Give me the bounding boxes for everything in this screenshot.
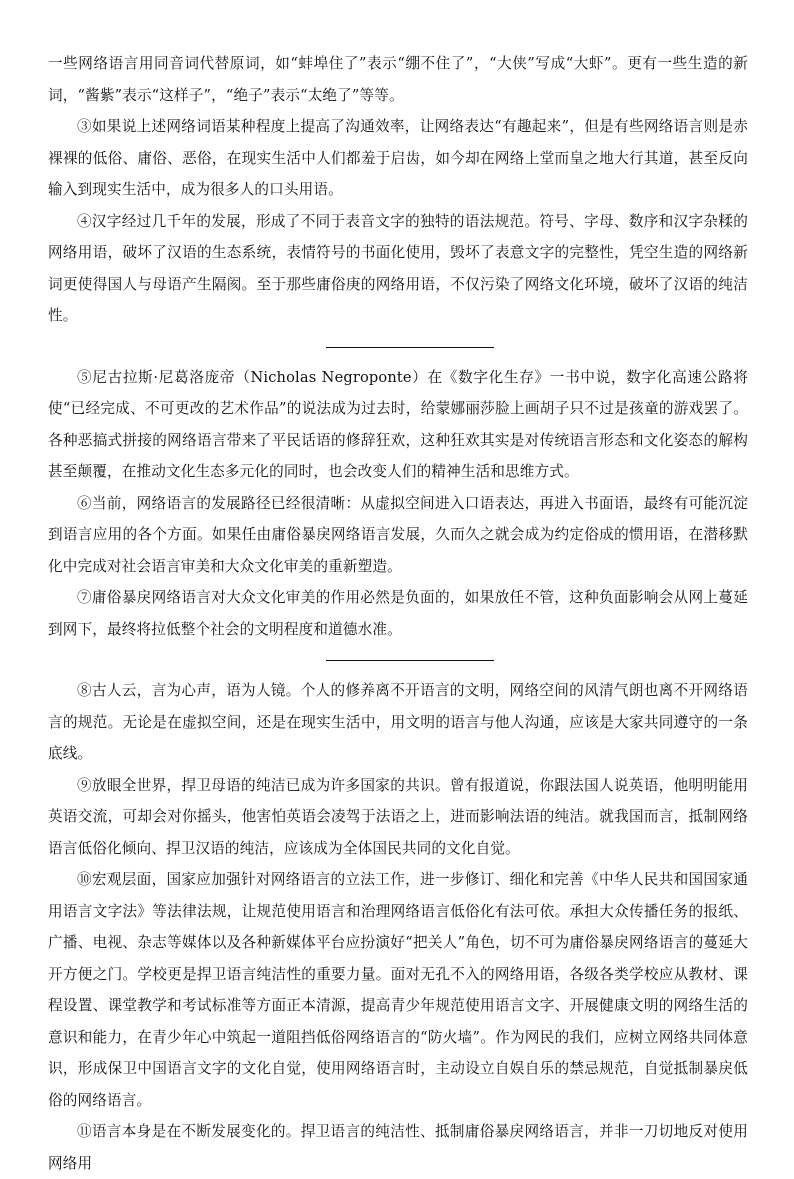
paragraph-7: ⑦庸俗暴戾网络语言对大众文化审美的作用必然是负面的，如果放任不管，这种负面影响会从网上蔓延到网下，最终将拉低整个社会的文明程度和道德水准。 (48, 589, 748, 638)
section-part1 (48, 48, 748, 332)
paragraph-5: ⑤尼古拉斯·尼葛洛庞帝（Nicholas Negroponte）在《数字化生存》一书中说，数字化高速公路将使“已经完成、不可更改的艺术作品”的说法成为过去时，给蒙娜丽莎脸上画胡子只不过是孩童的游戏罢了。各种恶搞式拼接的网络语言带来了平民话语的修辞狂欢，这种狂欢其实是对传统语言形态和文化姿态的解构甚至颠覆，在推动文化生态多元化的同时，也会改变人们的精神生活和思维方式。 (48, 368, 748, 480)
paragraph-continued: 一些网络语言用同音词代替原词，如“蚌埠住了”表示“绷不住了”，“大侠”写成“大虾”。更有一些生造的新词，“酱紫”表示“这样子”，“绝子”表示“太绝了”等等。 (48, 55, 748, 104)
document-content (48, 48, 748, 1179)
section-part3 (48, 675, 748, 1179)
paragraph-9: ⑨放眼全世界，捍卫母语的纯洁已成为许多国家的共识。曾有报道说，你跟法国人说英语，他明明能用英语交流，可却会对你摇头，他害怕英语会凌驾于法语之上，进而影响法语的纯洁。就我国而言，抵制网络语言低俗化倾向、捍卫汉语的纯洁，应该成为全体国民共同的文化自觉。 (48, 776, 748, 857)
paragraph-3: ③如果说上述网络词语某种程度上提高了沟通效率，让网络表达“有趣起来”，但是有些网络语言则是赤裸裸的低俗、庸俗、恶俗，在现实生活中人们都羞于启齿，如今却在网络上堂而皇之地大行其道，甚至反向输入到现实生活中，成为很多人的口头用语。 (48, 118, 748, 198)
paragraph-10: ⑩宏观层面，国家应加强针对网络语言的立法工作，进一步修订、细化和完善《中华人民共和国国家通用语言文字法》等法律法规，让规范使用语言和治理网络语言低俗化有法可依。承担大众传播任务的报纸、广播、电视、杂志等媒体以及各种新媒体平台应扮演好“把关人”角色，切不可为庸俗暴戾网络语言的蔓延大开方便之门。学校更是捍卫语言纯洁性的重要力量。面对无孔不入的网络用语，各级各类学校应从教材、课程设置、课堂教学和考试标准等方面正本清源，提高青少年规范使用语言文字、开展健康文明的网络生活的意识和能力，在青少年心中筑起一道阻挡低俗网络语言的“防火墙”。作为网民的我们，应树立网络共同体意识，形成保卫中国语言文字的文化自觉，使用网络语言时，主动设立自娱自乐的禁忌规范，自觉抵制暴戾低俗的网络语言。 (48, 871, 748, 1109)
paragraph-8: ⑧古人云，言为心声，语为人镜。个人的修养离不开语言的文明，网络空间的风清气朗也离不开网络语言的规范。无论是在虚拟空间，还是在现实生活中，用文明的语言与他人沟通，应该是大家共同遵守的一条底线。 (48, 682, 748, 762)
section-part2 (48, 362, 748, 646)
paragraph-4: ④汉字经过几千年的发展，形成了不同于表音文字的独特的语法规范。符号、字母、数序和汉字杂糅的网络用语，破坏了汉语的生态系统，表情符号的书面化使用，毁坏了表意文字的完整性，凭空生造的网络新词更使得国人与母语产生隔阂。至于那些庸俗庚的网络用语，不仅污染了网络文化环境，破坏了汉语的纯洁性。 (48, 212, 748, 324)
paragraph-11: ⑪语言本身是在不断发展变化的。捍卫语言的纯洁性、抵制庸俗暴戾网络语言，并非一刀切地反对使用网络用 (48, 1123, 748, 1172)
paragraph-6: ⑥当前，网络语言的发展路径已经很清晰：从虚拟空间进入口语表达，再进入书面语，最终有可能沉淀到语言应用的各个方面。如果任由庸俗暴戾网络语言发展，久而久之就会成为约定俗成的惯用语，在潜移默化中完成对社会语言审美和大众文化审美的重新塑造。 (48, 494, 748, 575)
